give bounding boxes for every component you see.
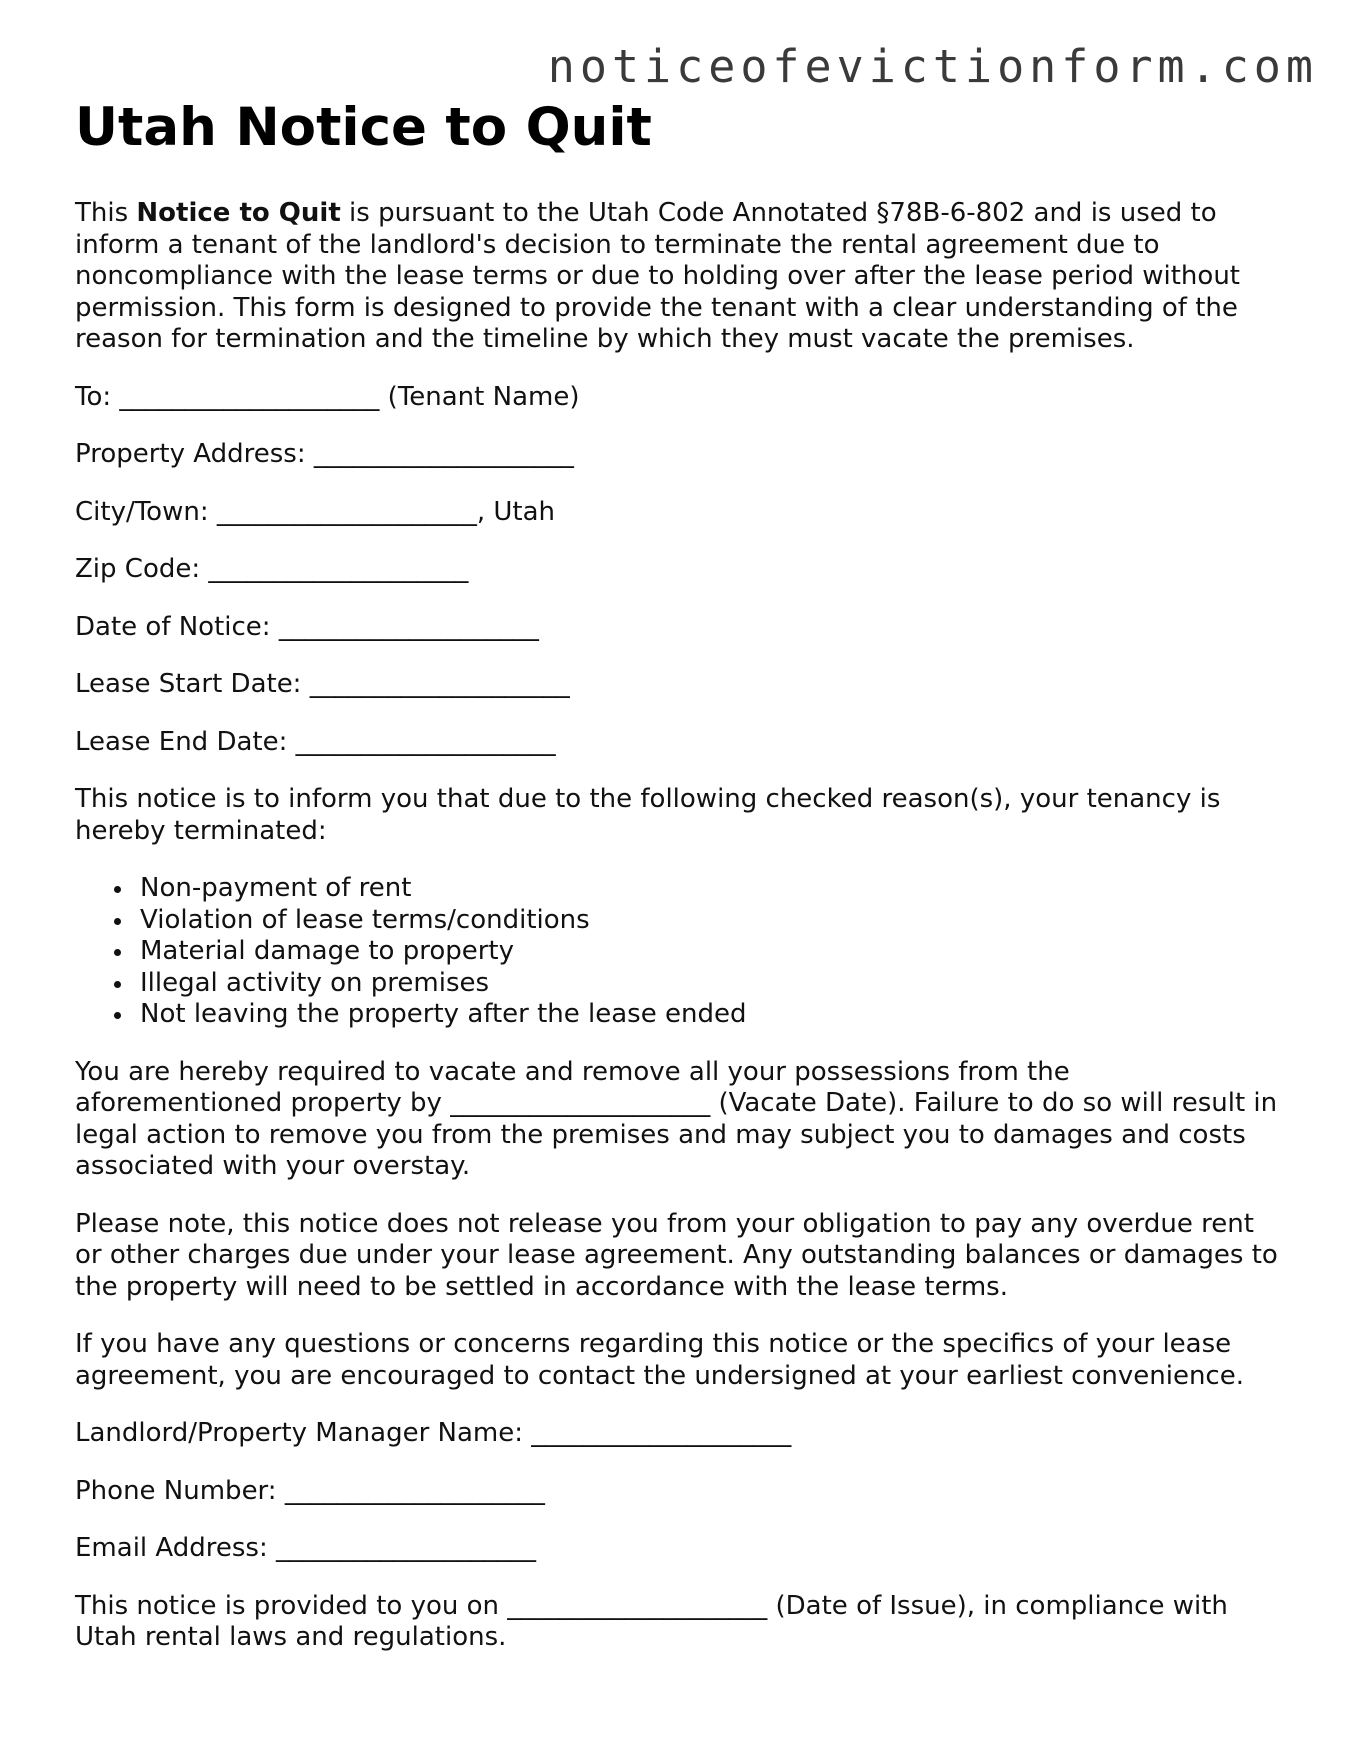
city-label: City/Town: [75,496,209,527]
issue-paragraph [75,1591,1285,1654]
lease-start-label: Lease Start Date: [75,669,302,699]
date-of-notice-field [75,612,1285,644]
list-item: Illegal activity on premises [140,968,1285,1000]
reasons-intro: This notice is to inform you that due to the following checked reason(s), your tenancy is hereby terminated: [75,784,1221,846]
phone-blank[interactable]: ____________________ [284,1475,545,1506]
intro-bold-term: Notice to Quit [136,198,341,228]
zip-blank[interactable]: ____________________ [208,554,469,584]
vacate-date-blank[interactable]: ____________________ [450,1088,711,1118]
property-address-blank[interactable]: ____________________ [313,439,574,469]
intro-prefix: This [75,198,137,228]
manager-name-blank[interactable]: ____________________ [531,1418,792,1448]
vacate-after: (Vacate Date). Failure to do so will result in legal action to remove you from the premises and may subject you to damages and costs associated with your overstay. [75,1088,1278,1181]
vacate-before: You are hereby required to vacate and remove all your possessions from the aforementioned property by [75,1056,1070,1118]
email-label: Email Address: [75,1533,268,1563]
property-address-label: Property Address: [75,439,306,469]
intro-rest: is pursuant to the Utah Code Annotated §78B-6-802 and is used to inform a tenant of the landlord's decision to terminate the rental agreement due to noncompliance with the lease terms or due to holding over after the lease period without permission. This form is designed to provide the tenant with a clear understanding of the reason for termination and the timeline by which they must vacate the premises. [75,198,1240,354]
watermark-text: noticeofevictionform.com [547,40,1318,93]
list-item: Non-payment of rent [140,873,1285,905]
email-blank[interactable]: ____________________ [275,1533,536,1563]
phone-label: Phone Number: [75,1475,277,1506]
document-page [75,92,1285,1654]
list-item: Material damage to property [140,936,1285,968]
phone-field [75,1476,1285,1508]
lease-start-field [75,669,1285,701]
manager-name-field [75,1418,1285,1450]
lease-end-label: Lease End Date: [75,726,288,757]
obligation-paragraph: Please note, this notice does not release you from your obligation to pay any overdue rent or other charges due under your lease agreement. Any outstanding balances or damages to the property will need to be settled in accordance with the lease terms. [75,1208,1278,1302]
property-address-field [75,439,1285,471]
email-field [75,1533,1285,1565]
lease-start-blank[interactable]: ____________________ [309,669,570,699]
reasons-list [75,873,1285,1031]
page-title: Utah Notice to Quit [75,97,652,158]
lease-end-field [75,727,1285,759]
manager-name-label: Landlord/Property Manager Name: [75,1418,524,1448]
list-item: Not leaving the property after the lease ended [140,999,1285,1031]
zip-field [75,554,1285,586]
city-blank[interactable]: ____________________ [216,496,477,527]
zip-label: Zip Code: [75,554,201,584]
issue-after: (Date of Issue), in compliance with Utah rental laws and regulations. [75,1590,1228,1652]
questions-paragraph: If you have any questions or concerns regarding this notice or the specifics of your lease agreement, you are encouraged to contact the undersigned at your earliest convenience. [75,1329,1244,1391]
date-of-notice-label: Date of Notice: [75,611,271,642]
lease-end-blank[interactable]: ____________________ [295,726,556,757]
city-field [75,497,1285,529]
vacate-paragraph [75,1057,1285,1183]
tenant-name-hint: (Tenant Name) [387,381,580,412]
list-item: Violation of lease terms/conditions [140,905,1285,937]
city-state-suffix: , Utah [476,496,556,527]
intro-paragraph [75,198,1285,356]
date-of-notice-blank[interactable]: ____________________ [278,611,539,642]
tenant-name-blank[interactable]: ____________________ [119,381,380,412]
issue-before: This notice is provided to you on [75,1590,508,1621]
issue-date-blank[interactable]: ____________________ [507,1590,768,1621]
tenant-name-field [75,382,1285,414]
tenant-name-label: To: [75,381,112,412]
